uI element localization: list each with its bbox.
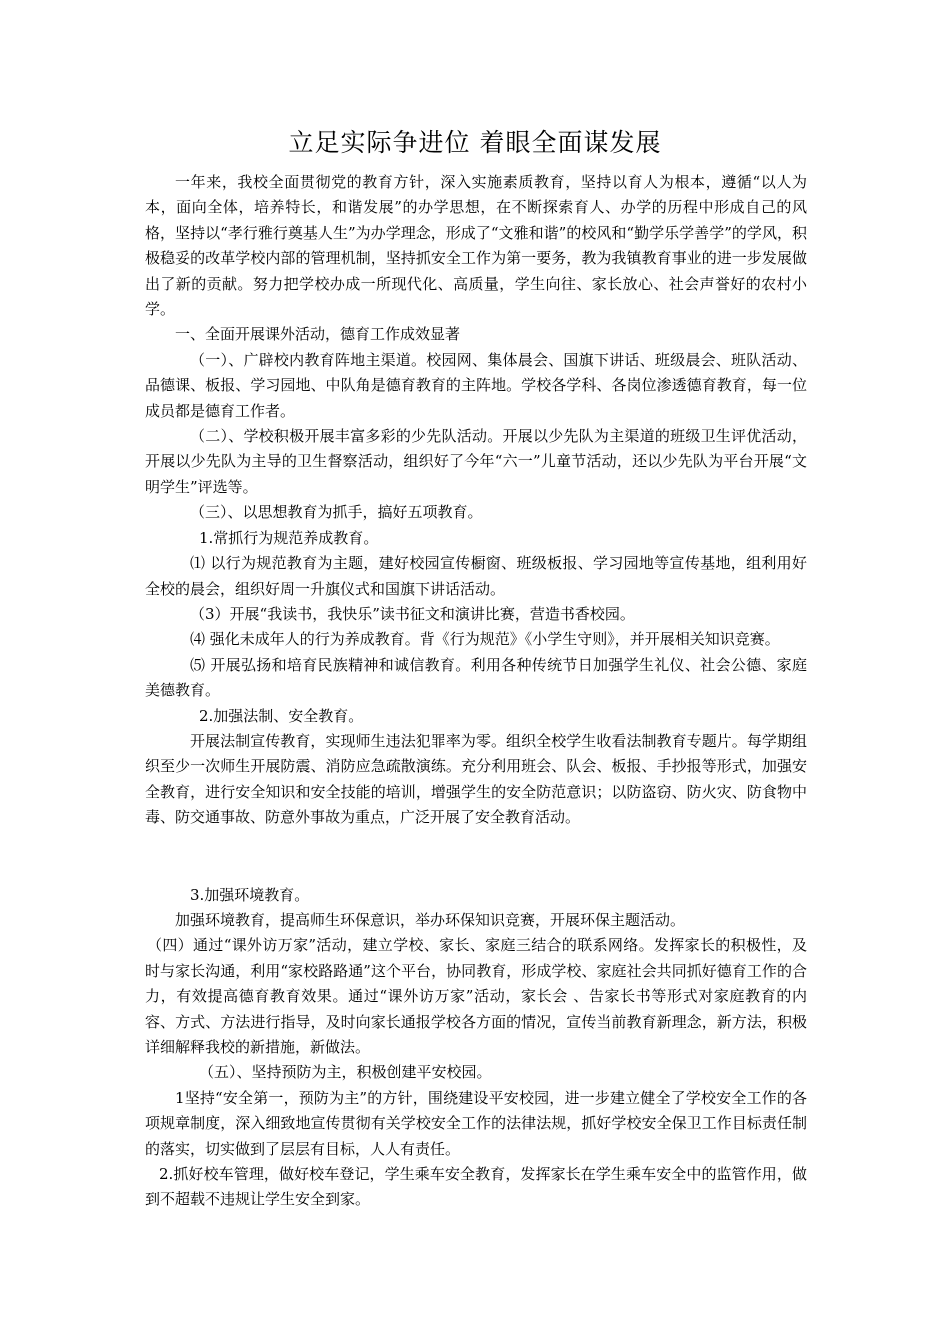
item-heading: 2.加强法制、安全教育。 bbox=[199, 706, 364, 725]
paragraph: 1坚持“安全第一，预防为主”的方针，围绕建设平安校园，进一步建立健全了学校安全工作的各项规章制度，深入细致地宣传贯彻有关学校安全工作的法律法规，抓好学校安全保卫工作目标责任制的落实，切实做到了层层有目标，人人有责任。 bbox=[145, 1088, 807, 1158]
subsection-heading: （三）、以思想教育为抓手，搞好五项教育。 bbox=[190, 503, 483, 522]
intro-paragraph: 一年来，我校全面贯彻党的教育方针，深入实施素质教育，坚持以育人为根本，遵循“以人为本，面向全体，培养特长，和谐发展”的办学思想，在不断探索育人、办学的历程中形成自己的风格，坚持以“孝行雅行奠基人生”为办学理念，形成了“文雅和谐”的校风和“勤学乐学善学”的学风，积极稳妥的改革学校内部的管理机制，坚持抓安全工作为第一要务，教为我镇教育事业的进一步发展做出了新的贡献。努力把学校办成一所现代化、高质量，学生向往、家长放心、社会声誉好的农村小学。 bbox=[145, 173, 807, 319]
subsection-paragraph: （四）通过“课外访万家”活动，建立学校、家长、家庭三结合的联系网络。发挥家长的积极性，及时与家长沟通，利用“家校路路通”这个平台，协同教育，形成学校、家庭社会共同抓好德育工作的合力，有效提高德育教育效果。通过“课外访万家”活动，家长会 、告家长书等形式对家庭教育的内容、方式、方法进行指导，及时向家长通报学校各方面的情况，宣传当前教育新理念，新方法，积极详细解释我校的新措施，新做法。 bbox=[145, 936, 807, 1056]
paragraph: 加强环境教育，提高师生环保意识，举办环保知识竞赛，开展环保主题活动。 bbox=[175, 910, 686, 929]
paragraph: 开展法制宣传教育，实现师生违法犯罪率为零。组织全校学生收看法制教育专题片。每学期组织至少一次师生开展防震、消防应急疏散演练。充分利用班会、队会、板报、手抄报等形式，加强安全教育，进行安全知识和安全技能的培训，增强学生的安全防范意识；以防盗窃、防火灾、防食物中毒、防交通事故、防意外事故为重点，广泛开展了安全教育活动。 bbox=[145, 731, 807, 827]
paragraph: （一）、广辟校内教育阵地主渠道。校园网、集体晨会、国旗下讲话、班级晨会、班队活动、品德课、板报、学习园地、中队角是德育教育的主阵地。学校各学科、各岗位渗透德育教育，每一位成员都是德育工作者。 bbox=[145, 350, 807, 420]
page-title: 立足实际争进位 着眼全面谋发展 bbox=[288, 128, 662, 157]
list-item: ⑴ 以行为规范教育为主题，建好校园宣传橱窗、班级板报、学习园地等宣传基地，组利用好全校的晨会，组织好周一升旗仪式和国旗下讲话活动。 bbox=[145, 554, 807, 598]
paragraph: （二）、学校积极开展丰富多彩的少先队活动。开展以少先队为主渠道的班级卫生评优活动，开展以少先队为主导的卫生督察活动，组织好了今年“六一”儿童节活动，还以少先队为平台开展“文明学生”评选等。 bbox=[145, 427, 807, 496]
list-item: （3）开展“我读书，我快乐”读书征文和演讲比赛，营造书香校园。 bbox=[190, 604, 635, 623]
list-item: ⑷ 强化未成年人的行为养成教育。背《行为规范》《小学生守则》，并开展相关知识竞赛。 bbox=[190, 630, 780, 649]
item-heading: 1.常抓行为规范养成教育。 bbox=[199, 528, 379, 547]
section-heading: 一、全面开展课外活动，德育工作成效显著 bbox=[175, 325, 461, 344]
list-item: ⑸ 开展弘扬和培育民族精神和诚信教育。利用各种传统节日加强学生礼仪、社会公德、家庭美德教育。 bbox=[145, 655, 807, 700]
blank-line bbox=[145, 831, 807, 883]
paragraph: 2.抓好校车管理，做好校车登记，学生乘车安全教育，发挥家长在学生乘车安全中的监管作用，做到不超载不违规让学生安全到家。 bbox=[145, 1165, 807, 1209]
document-body bbox=[145, 170, 807, 1213]
subsection-heading: （五）、坚持预防为主，积极创建平安校园。 bbox=[199, 1063, 492, 1082]
item-heading: 3.加强环境教育。 bbox=[190, 885, 310, 904]
